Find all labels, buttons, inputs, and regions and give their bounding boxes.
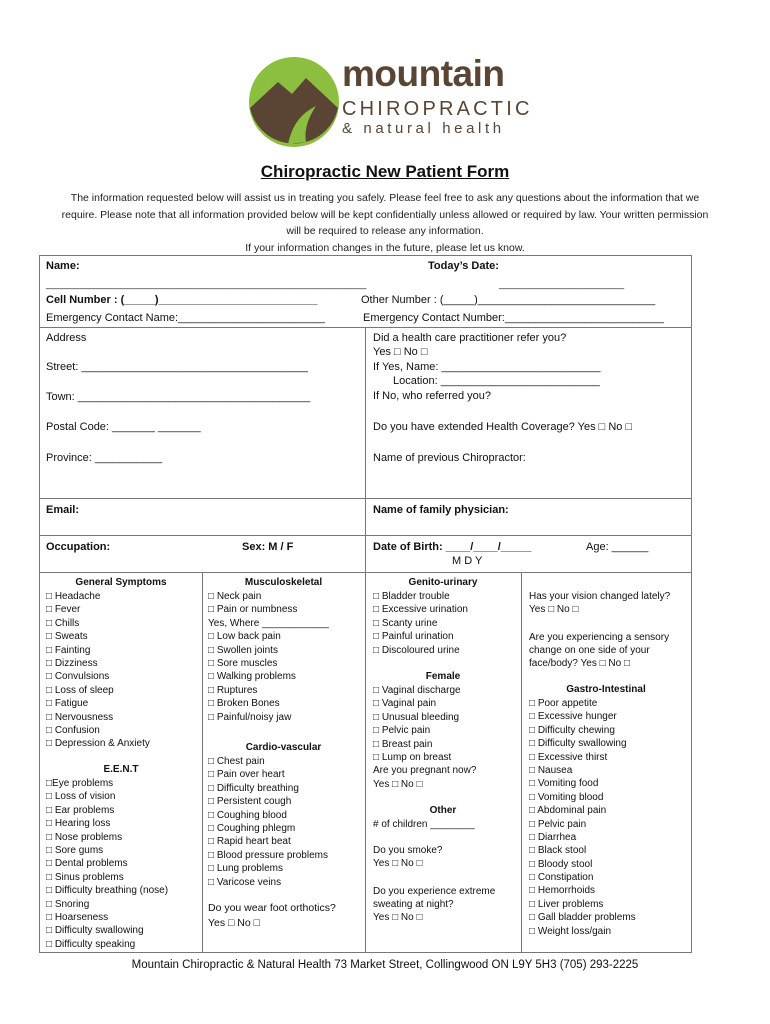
general-symptom-item[interactable]: □ Fainting — [46, 644, 91, 656]
general-symptom-item[interactable]: □ Loss of sleep — [46, 684, 114, 696]
eent-item[interactable]: □Eye problems — [46, 778, 114, 789]
cardio-vascular-item[interactable]: □ Lung problems — [208, 863, 283, 875]
smoke-answer[interactable]: Yes □ No □ — [373, 858, 423, 869]
musculoskeletal-item[interactable]: □ Low back pain — [208, 631, 281, 643]
eent-heading: E.E.N.T — [103, 764, 139, 775]
genito-urinary-heading: Genito-urinary — [408, 577, 478, 588]
intro-text — [40, 190, 730, 256]
gastro-intestinal-item[interactable]: □ Excessive thirst — [529, 751, 608, 763]
gastro-intestinal-item[interactable]: □ Weight loss/gain — [529, 925, 612, 937]
gastro-intestinal-item[interactable]: □ Black stool — [529, 845, 587, 857]
orthotics-question: Do you wear foot orthotics? — [208, 902, 336, 914]
musculoskeletal-item[interactable]: □ Pain or numbness — [208, 604, 298, 616]
sex-field[interactable]: Sex: M / F — [242, 541, 294, 553]
night-sweat-question-2: sweating at night? — [373, 899, 454, 910]
eent-item[interactable]: □ Snoring — [46, 898, 90, 910]
referral-question: Did a health care practitioner refer you? — [373, 332, 567, 344]
gastro-intestinal-item[interactable]: □ Difficulty swallowing — [529, 738, 627, 750]
female-item[interactable]: Yes □ No □ — [373, 778, 423, 790]
cardio-vascular-item[interactable]: □ Pain over heart — [208, 769, 285, 781]
eent-item[interactable]: □ Difficulty breathing (nose) — [46, 885, 169, 897]
general-symptom-item[interactable]: □ Nervousness — [46, 711, 114, 723]
intro-line-2: require. Please note that all information provided below will be kept confidentially unless allowed or required by law. Your written permission — [61, 208, 709, 221]
cardio-vascular-item[interactable]: □ Varicose veins — [208, 876, 282, 888]
intro-line-4: If your information changes in the future, please let us know. — [245, 241, 525, 254]
gastro-intestinal-item[interactable]: □ Pelvic pain — [529, 818, 587, 830]
general-symptom-item[interactable]: □ Dizziness — [46, 657, 98, 669]
gastro-intestinal-item[interactable]: □ Bloody stool — [529, 858, 593, 870]
gastro-intestinal-item[interactable]: □ Nausea — [529, 764, 573, 776]
postal-code-field[interactable]: Postal Code: _______ _______ — [46, 421, 201, 433]
eent-item[interactable]: □ Hearing loss — [46, 818, 111, 830]
gastro-intestinal-list — [529, 697, 636, 938]
vision-answer[interactable]: Yes □ No □ — [529, 604, 579, 615]
cardio-vascular-item[interactable]: □ Coughing phlegm — [208, 822, 296, 834]
cardio-vascular-heading: Cardio-vascular — [245, 742, 322, 753]
cardio-vascular-item[interactable]: □ Difficulty breathing — [208, 782, 299, 794]
general-symptom-item[interactable]: □ Sweats — [46, 631, 88, 643]
eent-list — [46, 777, 168, 951]
street-field[interactable]: Street: _____________________________________ — [46, 361, 308, 373]
cell-number-field[interactable]: Cell Number : (_____)__________________________ — [46, 294, 318, 306]
general-symptom-item[interactable]: □ Chills — [46, 617, 80, 629]
musculoskeletal-item[interactable]: Yes, Where ____________ — [208, 617, 329, 629]
gastro-intestinal-item[interactable]: □ Gall bladder problems — [529, 912, 636, 924]
night-sweat-answer[interactable]: Yes □ No □ — [373, 912, 423, 923]
gastro-intestinal-item[interactable]: □ Excessive hunger — [529, 711, 617, 723]
address-label: Address — [46, 332, 87, 344]
cardio-vascular-item[interactable]: □ Persistent cough — [208, 796, 292, 808]
dob-format-labels: M D Y — [452, 555, 483, 567]
musculoskeletal-item[interactable]: □ Ruptures — [208, 684, 258, 696]
genito-urinary-item[interactable]: □ Scanty urine — [373, 617, 438, 629]
gastro-intestinal-item[interactable]: □ Diarrhea — [529, 831, 577, 843]
occupation-field[interactable]: Occupation: — [46, 541, 111, 553]
gastro-intestinal-item[interactable]: □ Liver problems — [529, 898, 604, 910]
musculoskeletal-item[interactable]: □ Walking problems — [208, 671, 296, 683]
female-item[interactable]: □ Breast pain — [373, 738, 433, 750]
musculoskeletal-item[interactable]: □ Neck pain — [208, 591, 262, 602]
gastro-intestinal-item[interactable]: □ Hemorrhoids — [529, 885, 596, 897]
general-symptom-item[interactable]: □ Fatigue — [46, 698, 89, 710]
divider — [365, 327, 366, 572]
genito-urinary-item[interactable]: □ Excessive urination — [373, 604, 468, 616]
sensory-question-2: change on one side of your — [529, 645, 650, 656]
divider — [202, 572, 203, 952]
cardio-vascular-list — [208, 755, 328, 889]
age-field[interactable]: Age: ______ — [586, 541, 649, 553]
general-symptom-item[interactable]: □ Convulsions — [46, 671, 110, 683]
musculoskeletal-heading: Musculoskeletal — [244, 577, 323, 588]
general-symptoms-list — [46, 590, 150, 751]
smoke-question: Do you smoke? — [373, 845, 443, 856]
children-field[interactable]: # of children ________ — [373, 819, 475, 830]
female-item[interactable]: □ Unusual bleeding — [373, 711, 460, 723]
musculoskeletal-item[interactable]: □ Broken Bones — [208, 698, 280, 710]
gastro-intestinal-item[interactable]: □ Vomiting food — [529, 778, 599, 790]
mountain-logo-icon — [248, 56, 340, 148]
divider — [521, 572, 522, 952]
general-symptom-item[interactable]: □ Fever — [46, 604, 81, 616]
emergency-contact-number-field[interactable]: Emergency Contact Number:__________________________ — [363, 312, 664, 324]
email-field[interactable]: Email: — [46, 504, 80, 516]
divider — [365, 572, 366, 952]
genito-urinary-item[interactable]: □ Discoloured urine — [373, 644, 460, 656]
cardio-vascular-item[interactable]: □ Chest pain — [208, 756, 265, 767]
gastro-intestinal-item[interactable]: □ Poor appetite — [529, 698, 598, 709]
eent-item[interactable]: □ Sinus problems — [46, 871, 124, 883]
intro-line-1: The information requested below will assist us in treating you safely. Please feel free to ask any questions about the information that we — [70, 192, 700, 204]
eent-item[interactable]: □ Dental problems — [46, 858, 128, 870]
referral-yes-no[interactable]: Yes □ No □ — [373, 346, 428, 358]
female-item[interactable]: □ Vaginal pain — [373, 698, 437, 710]
gastro-intestinal-heading: Gastro-Intestinal — [566, 684, 646, 695]
town-field[interactable]: Town: ______________________________________ — [46, 391, 311, 403]
intro-line-3: will be required to release any information. — [286, 225, 484, 237]
eent-item[interactable]: □ Difficulty speaking — [46, 938, 136, 950]
musculoskeletal-item[interactable]: □ Painful/noisy jaw — [208, 711, 292, 723]
brand-subtitle: CHIROPRACTIC — [342, 98, 533, 120]
cardio-vascular-item[interactable]: □ Coughing blood — [208, 809, 287, 821]
gastro-intestinal-item[interactable]: □ Vomiting blood — [529, 791, 604, 803]
previous-chiropractor-field[interactable]: Name of previous Chiropractor: — [373, 452, 526, 464]
eent-item[interactable]: □ Hoarseness — [46, 911, 109, 923]
patient-form — [39, 255, 692, 953]
eent-item[interactable]: □ Loss of vision — [46, 791, 116, 803]
family-physician-field[interactable]: Name of family physician: — [373, 504, 509, 516]
eent-item[interactable]: □ Sore gums — [46, 844, 104, 856]
vision-question: Has your vision changed lately? — [529, 591, 671, 602]
sensory-question-1: Are you experiencing a sensory — [529, 632, 670, 643]
brand-tagline: & natural health — [342, 120, 505, 137]
form-title: Chiropractic New Patient Form — [260, 162, 510, 181]
musculoskeletal-item[interactable]: □ Sore muscles — [208, 657, 278, 669]
female-item[interactable]: □ Pelvic pain — [373, 725, 431, 737]
genito-urinary-item[interactable]: □ Painful urination — [373, 631, 454, 643]
gastro-intestinal-item[interactable]: □ Constipation — [529, 872, 594, 884]
eent-item[interactable]: □ Nose problems — [46, 831, 123, 843]
other-number-field[interactable]: Other Number : (_____)_____________________________ — [361, 294, 656, 306]
todays-date-field[interactable]: _________________________ — [499, 279, 625, 289]
sensory-question-3[interactable]: face/body? Yes □ No □ — [529, 658, 631, 669]
name-field[interactable]: ________________________________________________________________ — [46, 279, 367, 289]
musculoskeletal-list — [208, 590, 329, 724]
other-heading: Other — [429, 805, 457, 816]
general-symptoms-heading: General Symptoms — [75, 577, 167, 588]
genito-urinary-list — [373, 590, 468, 657]
orthotics-answer[interactable]: Yes □ No □ — [208, 917, 260, 929]
genito-urinary-item[interactable]: □ Bladder trouble — [373, 591, 450, 602]
brand-name: mountain — [342, 53, 505, 94]
referral-name-field[interactable]: If Yes, Name: __________________________ — [373, 361, 601, 373]
cardio-vascular-item[interactable]: □ Blood pressure problems — [208, 849, 328, 861]
gastro-intestinal-item[interactable]: □ Difficulty chewing — [529, 724, 615, 736]
emergency-contact-name-field[interactable]: Emergency Contact Name:________________________ — [46, 312, 325, 324]
female-list — [373, 684, 476, 791]
province-field[interactable]: Province: ___________ — [46, 452, 163, 464]
gastro-intestinal-item[interactable]: □ Abdominal pain — [529, 805, 607, 817]
referral-no-label: If No, who referred you? — [373, 390, 492, 402]
date-of-birth-field[interactable]: Date of Birth: ____/____/_____ — [373, 541, 532, 553]
health-coverage-question[interactable]: Do you have extended Health Coverage? Yes □ No □ — [373, 421, 633, 433]
eent-item[interactable]: □ Ear problems — [46, 804, 115, 816]
female-heading: Female — [425, 671, 461, 682]
eent-item[interactable]: □ Difficulty swallowing — [46, 925, 144, 937]
general-symptom-item[interactable]: □ Headache — [46, 591, 101, 602]
clinic-logo — [248, 53, 533, 148]
cardio-vascular-item[interactable]: □ Rapid heart beat — [208, 836, 291, 848]
referral-location-field[interactable]: Location: __________________________ — [393, 375, 600, 387]
name-label: Name: — [46, 260, 80, 272]
footer-address: Mountain Chiropractic & Natural Health 73 Market Street, Collingwood ON L9Y 5H3 (705) 293-2225 — [131, 959, 639, 971]
general-symptom-item[interactable]: □ Depression & Anxiety — [46, 738, 150, 750]
general-symptom-item[interactable]: □ Confusion — [46, 724, 100, 736]
female-item[interactable]: □ Vaginal discharge — [373, 685, 461, 696]
musculoskeletal-item[interactable]: □ Swollen joints — [208, 644, 278, 656]
todays-date-label: Today’s Date: — [428, 260, 499, 272]
female-item[interactable]: Are you pregnant now? — [373, 765, 477, 777]
night-sweat-question-1: Do you experience extreme — [373, 886, 496, 897]
female-item[interactable]: □ Lump on breast — [373, 751, 452, 763]
